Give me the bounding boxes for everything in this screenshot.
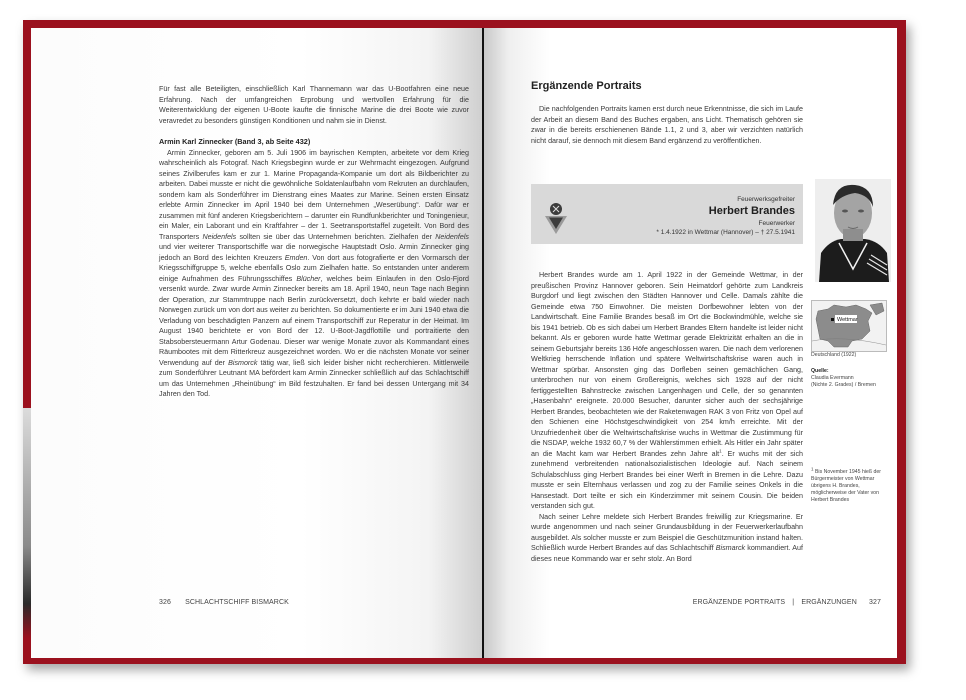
body-text-segment: . Von dort aus fotografierte er den Vormarsch der Kriegsschiffgruppe 5, welche ebenfalls Oslo zum Zielhafen hatte. So entstanden unter anderem einige Aufnahmen des Führungsschiffes bbox=[159, 253, 469, 283]
left-text-column bbox=[159, 84, 469, 400]
body-text-segment: und vier weiterer Transportschiffe war die norwegische Hauptstadt Oslo. Armin Zinnecker ging jedoch an Bord des leichten Kreuzers bbox=[159, 243, 469, 262]
ship-name: Bismorck bbox=[228, 358, 258, 367]
footnote-marker[interactable]: 1 bbox=[719, 448, 722, 454]
ship-name: Emden bbox=[284, 253, 308, 262]
location-map bbox=[811, 300, 887, 352]
body-paragraph bbox=[159, 148, 469, 400]
body-text-segment: tätig war, ließ sich leider bisher nicht recherchieren. Mittlerweile zum Sonderführer Leutnant MA befördert kam Armin Zinnecker schließlich auf das Schlachtschiff um das Unternehmen „Rheinübung“ im Bild festzuhalten. Er fand bei dessen Untergang mit 34 Jahren den Tod. bbox=[159, 358, 469, 398]
cover-photo-strip bbox=[23, 408, 31, 638]
footnote bbox=[811, 466, 891, 504]
ship-name: Blücher bbox=[296, 274, 321, 283]
right-page bbox=[484, 28, 897, 658]
life-dates: * 1.4.1922 in Wettmar (Hannover) – † 27.5.1941 bbox=[656, 229, 795, 236]
rank-title: Feuerwerksgefreiter bbox=[737, 196, 795, 203]
left-footer bbox=[159, 599, 289, 606]
ship-name: Bismarck bbox=[715, 544, 746, 552]
portrait-banner bbox=[531, 184, 803, 244]
body-text-segment: sollten sie über das Unternehmen berichten. Zielhafen der bbox=[236, 232, 436, 241]
page-heading: Ergänzende Portraits bbox=[531, 80, 642, 92]
body-text-segment: Armin Zinnecker, geboren am 5. Juli 1906 im bayrischen Kempten, arbeitete vor dem Krieg wahrscheinlich als Fotograf. Nach Kriegsbeginn wurde er zur Wehrmacht eingezogen. Aufgrund seines Zivilberufes kam er zur 1. Marine Propaganda-Kompanie um dort als Bildberichter zu arbeiten. Dabei musste er nicht die gewöhnliche Soldatenlaufbahn vom Rekruten an durchlaufen, sondern kam als Sonderführer im Dienstrang eines Maates zur Marine. Seinen ersten Einsatz erlebte Armin Zinnecker im April 1940 bei dem Unternehmen „Weserübung“. Dafür war er zusammen mit fünf anderen Kriegsberichtern – darunter ein Rundfunkberichter und Toningenieur, ein Maler, ein Laborant und ein Kraftfahrer – der 1. Seetransportstaffel zugeteilt. Von Bord des Transporters bbox=[159, 148, 469, 241]
body-text-segment: , welches beim Einlaufen in den Oslo-Fjord versenkt wurde. Zwar wurde Armin Zinnecker bereits am 18. April 1940, neun Tage nach Beginn der Operation, zur Stammtruppe nach Berlin zurückversetzt, doch kehrte er bald wieder nach Norwegen zurück um von dort aus weiter zu berichten. So dokumentierte er im Juni 1940 etwa die Verladung von beschädigten Panzern auf einem Transportschiff zur Reperatur in der Heimat. Im August 1940 berichtete er von Bord der 12. U-Boot-Jagdflottille und portraitierte den Stabsobersteuermann Artur Godenau. Dieser war wenige Monate zuvor als Kommandant eines Räumbootes mit dem Ritterkreuz ausgezeichnet worden. Wo er die nächsten Monate vor seiner Verwendung auf der bbox=[159, 274, 469, 367]
source-label: Quelle: bbox=[811, 368, 829, 374]
person-role: Feuerwerker bbox=[758, 220, 795, 227]
running-title: SCHLACHTSCHIFF BISMARCK bbox=[185, 599, 289, 606]
biography-text bbox=[531, 270, 803, 564]
intro-paragraph: Für fast alle Beteiligten, einschließlich Karl Thannemann war das U-Bootfahren eine neue Erfahrung. Nach der umfangreichen Erprobung und wertvollen Erfahrung für die Weiterentwicklung der eigenen U-Boote kaufte die finnische Marine die drei Boote wie zuvor veravredet zu besonders günstigen Konditionen und nahm sie in Dienst. bbox=[159, 85, 469, 125]
running-separator: | bbox=[792, 599, 795, 606]
intro-text bbox=[531, 104, 803, 146]
source-name: Claudia Evermann bbox=[811, 375, 854, 381]
footnote-number: 1 bbox=[811, 466, 814, 472]
portrait-photo bbox=[809, 173, 897, 288]
source-relation: (Nichte 2. Grades) / Bremen bbox=[811, 382, 876, 388]
intro-paragraph: Die nachfolgenden Portraits kamen erst durch neue Erkenntnisse, die sich im Laufe der Arbeit an diesem Band des Buches ergaben, ans Licht. Thematisch gehören sie zwar in die bereits erschienenen Bände 1.1, 2 und 3, aber wir verzichten natürlich nicht darauf, sie dennoch mit diesem Band ergänzend zu veröffentlichen. bbox=[531, 105, 803, 145]
running-section: ERGÄNZENDE PORTRAITS bbox=[692, 599, 786, 606]
running-chapter: ERGÄNZUNGEN bbox=[801, 599, 857, 606]
biography-paragraph: Herbert Brandes wurde am 1. April 1922 in der Gemeinde Wettmar, in der preußischen Provinz Hannover geboren. Sein Heimatdorf gehörte zum Landkreis Burgdorf und liegt zwischen den Städten Hannover und Celle. Damals zählte die Gemeinde etwa 750 Einwohner. Die meisten Dorfbewohner lebten von der Landwirtschaft. Eine Familie Brandes besaß im Ort die Bockwindmühle, welche sie bis 1941 betrieb. Ob es sich dabei um Herbert Brandes Eltern handelte ist leider nicht bekannt. Als er geboren wurde hatte Wettmar gerade Elektrizität erhalten an die in seinem Geburtsjahr bereits 136 Höfe angeschlossen waren. Die nach dem verlorenen Weltkrieg herrschende Inflation und spätere Weltwirtschaftskrise waren auch in Wettmar spürbar. Ansonsten ging das Dorfleben seinen gemächlichen Gang, unterbrochen nur von einem Großereignis, welches sich 1928 auf der nicht fertiggestellten Bahnstrecke zwischen Langenhagen und Celle, der so genannten „Hasenbahn“ ereignete. 20.000 Besucher, darunter sicher auch der sechsjährige Herbert Brandes, beobachteten wie der Raketenwagen RAK 3 von Fritz von Opel auf den Schienen eine Höchstgeschwindigkeit von 254 km/h erreichte. Mit der Unzufriedenheit über die Weltwirtschaftskrise wuchs in Wettmar die Zustimmung für die NSDAP, welche 1932 60,7 % der Wählerstimmen erhielt. Als Hitler ein Jahr später an die Macht kam war Herbert Brandes zehn Jahre alt$^1$. Er wuchs mit der sich zunehmend verbreitenden nationalsozialistischen Ideologie auf. Nach seinem Schulabschluss ging Herbert Brandes bei einer Werft in Bremen in die Lehre. Dazu musste er sein Elternhaus verlassen und zog zu der Familie seines Onkels in die Hansestadt. Dort teilte er sich ein Kinderzimmer mit seinem Cousin. Die beiden verstanden sich gut. bbox=[531, 271, 804, 510]
person-name: Herbert Brandes bbox=[708, 205, 795, 217]
map-caption: Deutschland (1922) bbox=[811, 352, 857, 358]
right-footer bbox=[517, 599, 897, 606]
page-number: 326 bbox=[159, 599, 171, 606]
left-page bbox=[31, 28, 482, 658]
page-number: 327 bbox=[868, 599, 881, 606]
source-block bbox=[811, 368, 893, 389]
ship-name: Neidenfels bbox=[435, 232, 469, 241]
ship-name: Neidenfels bbox=[202, 232, 237, 241]
biography-paragraph: Nach seiner Lehre meldete sich Herbert Brandes freiwillig zur Kriegsmarine. Er wurde angenommen und nach seiner Grundausbildung in der Feuerwerkerlaufbahn ausgebildet. Als solcher musste er zum Beispiel die Geschützmunition instand halten. Schließlich wurde Herbert Brandes auf das Schlachtschiff Bismarck kommandiert. Auf dieses neue Kommando war er sehr stolz. An Bord bbox=[531, 512, 803, 563]
map-label: Wettmar bbox=[837, 317, 858, 323]
rank-insignia-icon bbox=[544, 201, 568, 235]
footnote-text: Bis November 1945 hieß der Bürgermeister von Wettmar übrigens H. Brandes, möglicherweise der Vater von Herbert Brandes bbox=[811, 469, 881, 503]
section-heading: Armin Karl Zinnecker (Band 3, ab Seite 432) bbox=[159, 137, 311, 146]
